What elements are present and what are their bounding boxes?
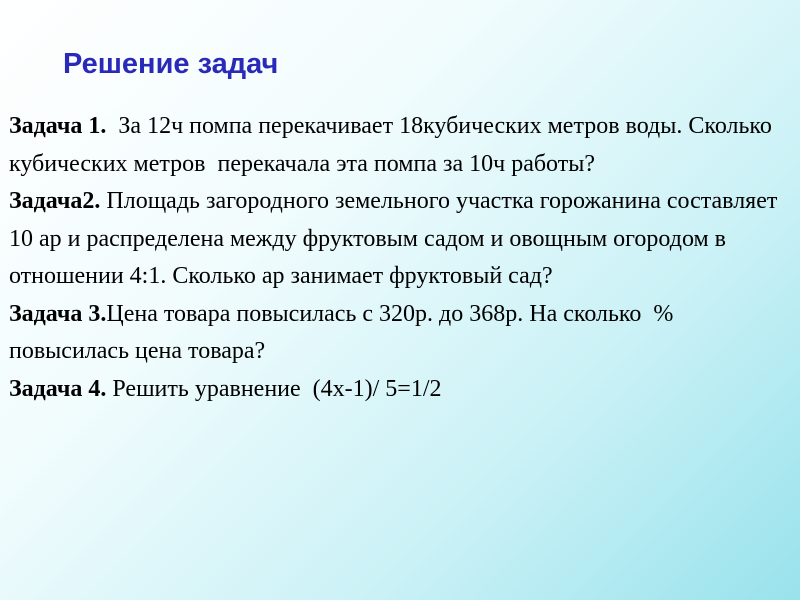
task-list [9,108,793,408]
task-2 [9,183,793,296]
task-2-label: Задача2. [9,188,101,214]
task-2-text: Площадь загородного земельного участка горожанина составляет 10 ар и распределена между фруктовым садом и овощным огородом в отношении 4:1. Сколько ар занимает фруктовый сад? [9,188,784,289]
task-3-label: Задача 3. [9,300,107,327]
task-4 [9,371,793,409]
slide-title: Решение задач [63,48,279,80]
task-1-label: Задача 1. [9,113,107,139]
task-4-label: Задача 4. [9,375,107,402]
task-3-text: Цена товара повысилась с 320р. до 368р. На сколько % повысилась цена товара? [9,300,680,364]
task-4-text: Решить уравнение (4х-1)/ 5=1/2 [106,375,442,402]
task-3 [9,296,793,371]
task-1 [9,108,793,183]
task-1-text: За 12ч помпа перекачивает 18кубических метров воды. Сколько кубических метров перекачала эта помпа за 10ч работы? [9,113,778,177]
